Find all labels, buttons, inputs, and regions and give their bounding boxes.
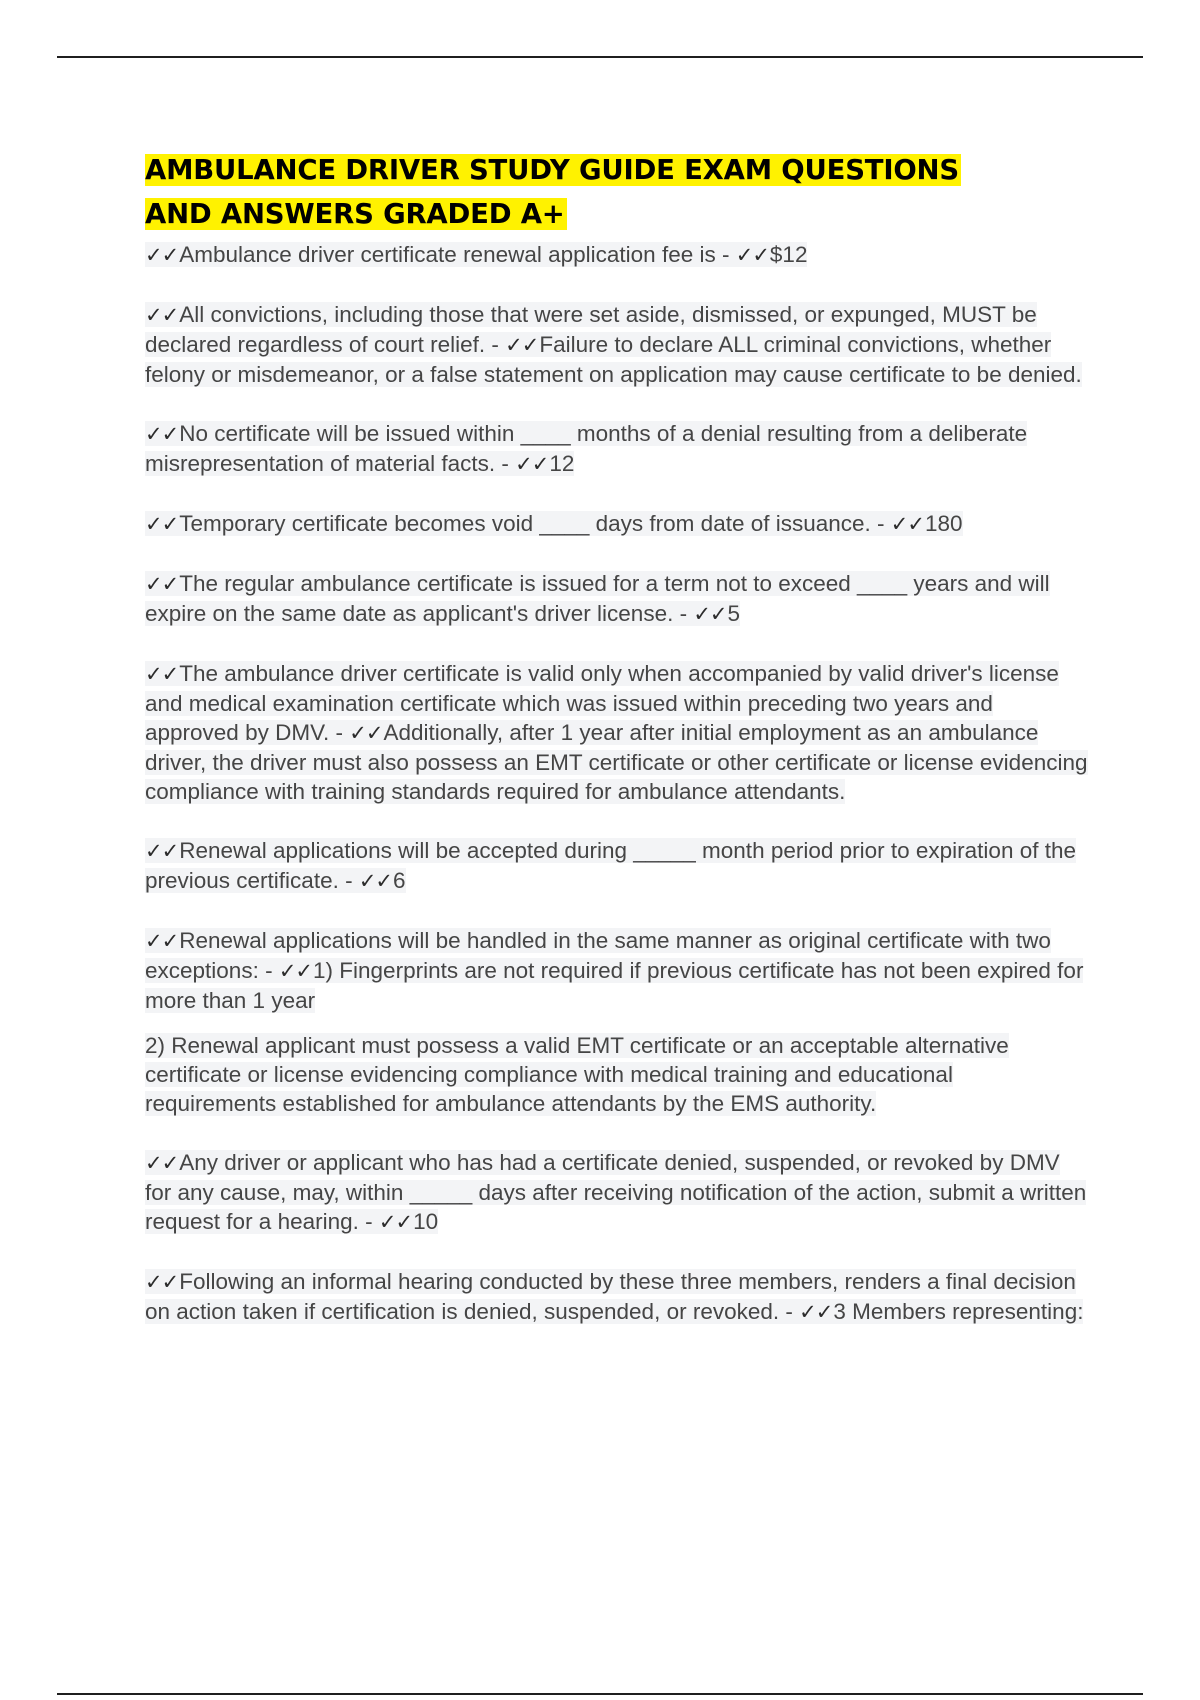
check-icon: ✓✓ xyxy=(145,1270,179,1294)
qa-item xyxy=(145,659,1090,806)
question-text: Renewal applications will be accepted during _____ month period prior to expiration of the previous certificate. - xyxy=(145,838,1077,893)
qa-item xyxy=(145,240,1090,270)
question-text: Any driver or applicant who has had a certificate denied, suspended, or revoked by DMV for any cause, may, within _____ days after receiving notification of the action, submit a written request for a hearing. - xyxy=(145,1150,1087,1234)
question-text: The regular ambulance certificate is issued for a term not to exceed ____ years and will expire on the same date as applicant's driver license. - xyxy=(145,571,1050,626)
document-body xyxy=(145,148,1090,1357)
title-line-1: AMBULANCE DRIVER STUDY GUIDE EXAM QUESTIONS xyxy=(145,154,959,186)
check-icon: ✓✓ xyxy=(145,662,179,686)
check-icon: ✓✓ xyxy=(799,1300,833,1324)
question-text: All convictions, including those that were set aside, dismissed, or expunged, MUST be declared regardless of court relief. - xyxy=(145,302,1037,357)
qa-item xyxy=(145,509,1090,539)
qa-item xyxy=(145,926,1090,1015)
qa-item xyxy=(145,1148,1090,1237)
qa-item xyxy=(145,569,1090,629)
check-icon: ✓✓ xyxy=(145,1151,179,1175)
check-icon: ✓✓ xyxy=(145,422,179,446)
qa-item-continuation xyxy=(145,1031,1090,1118)
check-icon: ✓✓ xyxy=(505,333,539,357)
check-icon: ✓✓ xyxy=(378,1210,413,1234)
answer-text: 6 xyxy=(393,868,406,893)
check-icon: ✓✓ xyxy=(145,839,179,863)
question-text: Temporary certificate becomes void ____ days from date of issuance. - xyxy=(179,511,891,536)
qa-item xyxy=(145,836,1090,896)
check-icon: ✓✓ xyxy=(145,572,179,596)
check-icon: ✓✓ xyxy=(145,929,179,953)
check-icon: ✓✓ xyxy=(349,721,383,745)
answer-text: 1) Fingerprints are not required if previous certificate has not been expired for more than 1 year xyxy=(145,958,1084,1013)
answer-text: Additionally, after 1 year after initial employment as an ambulance driver, the driver must also possess an EMT certificate or other certificate or license evidencing compliance with training standards required for ambulance attendants. xyxy=(145,720,1088,804)
qa-item xyxy=(145,419,1090,479)
check-icon: ✓✓ xyxy=(735,243,769,267)
answer-text: 180 xyxy=(925,511,963,536)
answer-text: Failure to declare ALL criminal convictions, whether felony or misdemeanor, or a false statement on application may cause certificate to be denied. xyxy=(145,332,1082,387)
check-icon: ✓✓ xyxy=(145,303,179,327)
title-line-2: AND ANSWERS GRADED A+ xyxy=(145,198,565,230)
bottom-rule xyxy=(57,1693,1143,1695)
top-rule xyxy=(57,56,1143,58)
continuation-text: 2) Renewal applicant must possess a valid EMT certificate or an acceptable alternative certificate or license evidencing compliance with medical training and educational requirements established for ambulance attendants by the EMS authority. xyxy=(145,1033,1009,1116)
document-title xyxy=(145,148,1090,236)
qa-item xyxy=(145,300,1090,389)
question-text: No certificate will be issued within ____ months of a denial resulting from a deliberate misrepresentation of material facts. - xyxy=(145,421,1028,476)
question-text: Renewal applications will be handled in the same manner as original certificate with two exceptions: - xyxy=(145,928,1051,983)
answer-text: 3 Members representing: xyxy=(833,1299,1084,1324)
answer-text: 10 xyxy=(413,1209,439,1234)
check-icon: ✓✓ xyxy=(890,512,924,536)
check-icon: ✓✓ xyxy=(515,452,549,476)
answer-text: 12 xyxy=(549,451,575,476)
answer-text: $12 xyxy=(769,242,808,267)
check-icon: ✓✓ xyxy=(145,243,179,267)
check-icon: ✓✓ xyxy=(358,869,393,893)
question-text: The ambulance driver certificate is valid only when accompanied by valid driver's license and medical examination certificate which was issued within preceding two years and approved by DMV. - xyxy=(145,661,1059,745)
question-text: Ambulance driver certificate renewal application fee is - xyxy=(179,242,736,267)
question-text: Following an informal hearing conducted by these three members, renders a final decision on action taken if certification is denied, suspended, or revoked. - xyxy=(145,1269,1076,1324)
answer-text: 5 xyxy=(727,601,741,626)
check-icon: ✓✓ xyxy=(145,512,179,536)
check-icon: ✓✓ xyxy=(278,959,313,983)
check-icon: ✓✓ xyxy=(693,602,727,626)
qa-item xyxy=(145,1267,1090,1327)
